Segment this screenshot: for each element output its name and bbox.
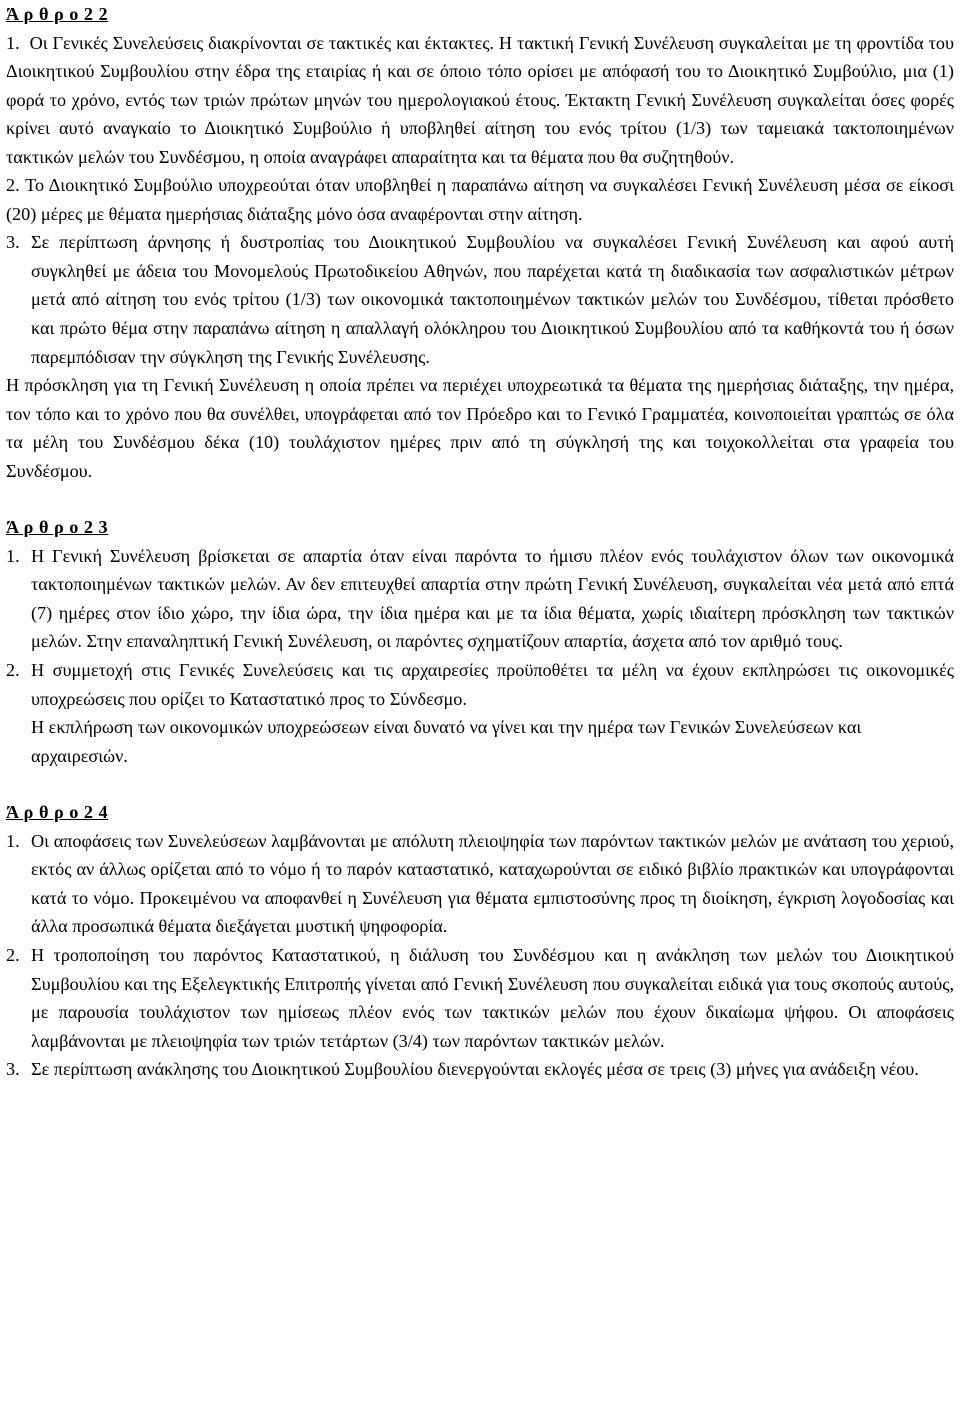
section-gap	[6, 770, 954, 798]
article-heading: Ά ρ θ ρ ο 2 4	[6, 802, 109, 823]
paragraph-text: Η πρόσκληση για τη Γενική Συνέλευση η οποία πρέπει να περιέχει υποχρεωτικά τα θέματα της ημερήσιας διάταξης, την ημέρα, τον τόπο και το χρόνο που θα συνέλθει, υπογράφεται από τον Πρόεδρο και το Γενικό Γραμματέα, κοινοποιείται γραπτώς σε όλα τα μέλη του Συνδέσμου δέκα (10) τουλάχιστον ημέρες πριν από τη σύγκλησή της και τοιχοκολλείται στα γραφεία του Συνδέσμου.	[6, 375, 954, 481]
paragraph-text: Οι αποφάσεις των Συνελεύσεων λαμβάνονται με απόλυτη πλειοψηφία των παρόντων τακτικών μελών με ανάταση του χεριού, εκτός αν άλλως ορίζεται από το νόμο ή το παρόν καταστατικό, καταχωρούνται σε ειδικό βιβλίο πρακτικών και υπογράφονται κατά το νόμο. Προκειμένου να αποφανθεί η Συνέλευση για θέματα εμπιστοσύνης προς τη διοίκηση, έγκριση λογοδοσίας και άλλα προσωπικά θέματα διεξάγεται μυστική ψηφοφορία.	[31, 830, 954, 937]
article-24	[6, 798, 954, 1083]
paragraph-number: 1.	[6, 830, 20, 851]
article-23-paragraph-1	[6, 542, 954, 656]
paragraph-text: Οι Γενικές Συνελεύσεις διακρίνονται σε τακτικές και έκτακτες. Η τακτική Γενική Συνέλευση συγκαλείται με τη φροντίδα του Διοικητικού Συμβουλίου στην έδρα της εταιρίας ή και σε όποιο τόπο ορίσει με απόφασή του το Διοικητικό Συμβούλιο, μια (1) φορά το χρόνο, εντός των τριών πρώτων μηνών του ημερολογιακού έτους. Έκτακτη Γενική Συνέλευση συγκαλείται όσες φορές κρίνει αυτό αναγκαίο το Διοικητικό Συμβούλιο ή υποβληθεί αίτηση του ενός τρίτου (1/3) των ταμειακά τακτοποιημένων τακτικών μελών του Συνδέσμου, η οποία αναγράφει απαραίτητα και τα θέματα που θα συζητηθούν.	[6, 32, 955, 167]
article-23-fulfilment-note	[6, 713, 954, 770]
section-gap	[6, 485, 954, 513]
paragraph-text: Το Διοικητικό Συμβούλιο υποχρεούται όταν υποβληθεί η παραπάνω αίτηση να συγκαλέσει Γενική Συνέλευση μέσα σε είκοσι (20) μέρες με θέματα ημερήσιας διάταξης μόνο όσα αναφέρονται στην αίτηση.	[6, 175, 955, 224]
article-22-paragraph-3	[6, 228, 954, 371]
paragraph-number: 1.	[6, 545, 20, 566]
article-heading: Ά ρ θ ρ ο 2 2	[6, 4, 109, 24]
paragraph-number: 3.	[6, 1059, 20, 1080]
article-22-paragraph-2	[6, 171, 954, 228]
article-heading: Ά ρ θ ρ ο 2 3	[6, 517, 109, 538]
paragraph-number: 2.	[6, 944, 20, 965]
paragraph-text: Η Γενική Συνέλευση βρίσκεται σε απαρτία όταν είναι παρόντα το ήμισυ πλέον ενός τουλάχιστον όλων των οικονομικά τακτοποιημένων τακτικών μελών. Αν δεν επιτευχθεί απαρτία στην πρώτη Γενική Συνέλευση, συγκαλείται νέα μετά από επτά (7) ημέρες στον ίδιο χώρο, την ίδια ώρα, την ίδια ημέρα και με τα ίδια θέματα, χωρίς ιδιαίτερη πρόσκληση των τακτικών μελών. Στην επαναληπτική Γενική Συνέλευση, οι παρόντες σχηματίζουν απαρτία, άσχετα από τον αριθμό τους.	[31, 545, 954, 652]
paragraph-number: 3.	[6, 232, 20, 253]
paragraph-number: 1.	[6, 32, 20, 53]
paragraph-text: Σε περίπτωση ανάκλησης του Διοικητικού Συμβουλίου διενεργούνται εκλογές μέσα σε τρεις (3) μήνες για ανάδειξη νέου.	[31, 1059, 919, 1080]
paragraph-number: 2.	[6, 175, 20, 196]
article-24-paragraph-2	[6, 941, 954, 1055]
paragraph-text: Η συμμετοχή στις Γενικές Συνελεύσεις και τις αρχαιρεσίες προϋποθέτει τα μέλη να έχουν εκπληρώσει τις οικονομικές υποχρεώσεις που ορίζει το Καταστατικό προς το Σύνδεσμο.	[31, 660, 954, 709]
paragraph-text: Σε περίπτωση άρνησης ή δυστροπίας του Διοικητικού Συμβουλίου να συγκαλέσει Γενική Συνέλευση και αφού αυτή συγκληθεί με άδεια του Μονομελούς Πρωτοδικείου Αθηνών, που παρέχεται κατά τη διαδικασία των ασφαλιστικών μέτρων μετά από αίτηση του ενός τρίτου (1/3) των οικονομικά τακτοποιημένων τακτικών μελών του Συνδέσμου, τίθεται πρόσθετο και πρώτο θέμα στην παραπάνω αίτηση η απαλλαγή ολόκληρου του Διοικητικού Συμβουλίου από τα καθήκοντά του ή όσων παρεμπόδισαν την σύγκληση της Γενικής Συνέλευσης.	[31, 232, 954, 367]
article-22-invitation-paragraph	[6, 371, 954, 485]
article-22-paragraph-1	[6, 29, 954, 172]
paragraph-text: Η εκπλήρωση των οικονομικών υποχρεώσεων είναι δυνατό να γίνει και την ημέρα των Γενικών Συνελεύσεων και αρχαιρεσιών.	[31, 717, 862, 766]
article-23-paragraph-2	[6, 656, 954, 713]
article-23	[6, 513, 954, 770]
paragraph-text: Η τροποποίηση του παρόντος Καταστατικού, η διάλυση του Συνδέσμου και η ανάκληση των μελών του Διοικητικού Συμβουλίου και της Εξελεγκτικής Επιτροπής γίνεται από Γενική Συνέλευση που συγκαλείται ειδικά για τους σκοπούς αυτούς, με παρουσία τουλάχιστον των ημίσεως πλέον ενός των τακτικών μελών που έχουν δικαίωμα ψήφου. Οι αποφάσεις λαμβάνονται με πλειοψηφία των τριών τετάρτων (3/4) των παρόντων τακτικών μελών.	[31, 944, 954, 1051]
article-24-paragraph-3	[6, 1055, 954, 1084]
article-22	[6, 0, 954, 485]
paragraph-number: 2.	[6, 660, 20, 681]
article-24-paragraph-1	[6, 827, 954, 941]
